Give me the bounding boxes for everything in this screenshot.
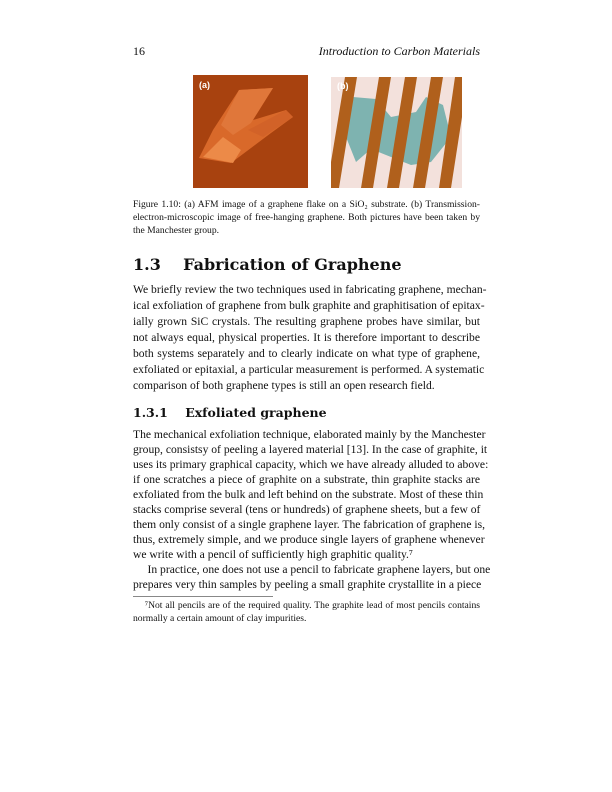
body-line: ially grown SiC crystals. The resulting graphene probes have similar, but — [133, 315, 480, 328]
figure-panel-a-afm-image — [193, 75, 308, 188]
body-line: exfoliated from the bulk and left behind on the substrate. Most of these thin — [133, 488, 484, 501]
body-line: exfoliated or epitaxial, a particular measurement is performed. A systematic — [133, 363, 485, 376]
figure-caption-line: electron-microscopic image of free-hanging graphene. Both pictures have been taken by — [133, 212, 480, 223]
figure-caption-line: Figure 1.10: (a) AFM image of a graphene flake on a SiO₂ substrate. (b) Transmission- — [133, 199, 480, 210]
subsection-heading: 1.3.1 Exfoliated graphene — [133, 405, 327, 420]
body-line: comparison of both graphene types is still an open research field. — [133, 379, 435, 392]
footnote-rule — [133, 596, 273, 597]
body-line: prepares very thin samples by peeling a small graphite crystallite in a piece — [133, 578, 482, 591]
body-line: both systems separately and to clearly indicate on what type of graphene, — [133, 347, 480, 360]
body-line: thus, extremely simple, and we produce single layers of graphene whenever — [133, 533, 485, 546]
page-number: 16 — [133, 44, 145, 58]
body-line: In practice, one does not use a pencil to fabricate graphene layers, but one — [133, 563, 491, 576]
body-line: if one scratches a piece of graphite on a substrate, thin graphite stacks are — [133, 473, 480, 486]
body-line: we write with a pencil of sufficiently high graphitic quality.⁷ — [133, 548, 413, 561]
section-heading: 1.3 Fabrication of Graphene — [133, 255, 402, 274]
running-title: Introduction to Carbon Materials — [318, 44, 480, 58]
body-line: The mechanical exfoliation technique, elaborated mainly by the Manchester — [133, 428, 486, 441]
body-line: ical exfoliation of graphene from bulk graphite and graphitisation of epitax- — [133, 299, 485, 312]
body-line: stacks comprise several (tens or hundreds) of graphene sheets, but a few of — [133, 503, 481, 516]
figure-caption-line: the Manchester group. — [133, 225, 220, 236]
body-line: We briefly review the two techniques used in fabricating graphene, mechan- — [133, 283, 487, 296]
footnote-line: normally a certain amount of clay impurities. — [133, 613, 307, 624]
panel-a-label: (a) — [199, 80, 210, 90]
footnote-line: ⁷Not all pencils are of the required quality. The graphite lead of most pencils contains — [133, 600, 480, 611]
body-line: uses its primary graphical capacity, which we have already alluded to above: — [133, 458, 489, 471]
panel-b-label: (b) — [337, 81, 349, 91]
body-line: not always equal, physical properties. It is therefore important to describe — [133, 331, 480, 344]
figure-panel-b-tem-image — [331, 77, 462, 188]
body-line: them only consist of a single graphene layer. The fabrication of graphene is, — [133, 518, 485, 531]
body-line: group, consistsy of peeling a layered material [13]. In the case of graphite, it — [133, 443, 488, 456]
